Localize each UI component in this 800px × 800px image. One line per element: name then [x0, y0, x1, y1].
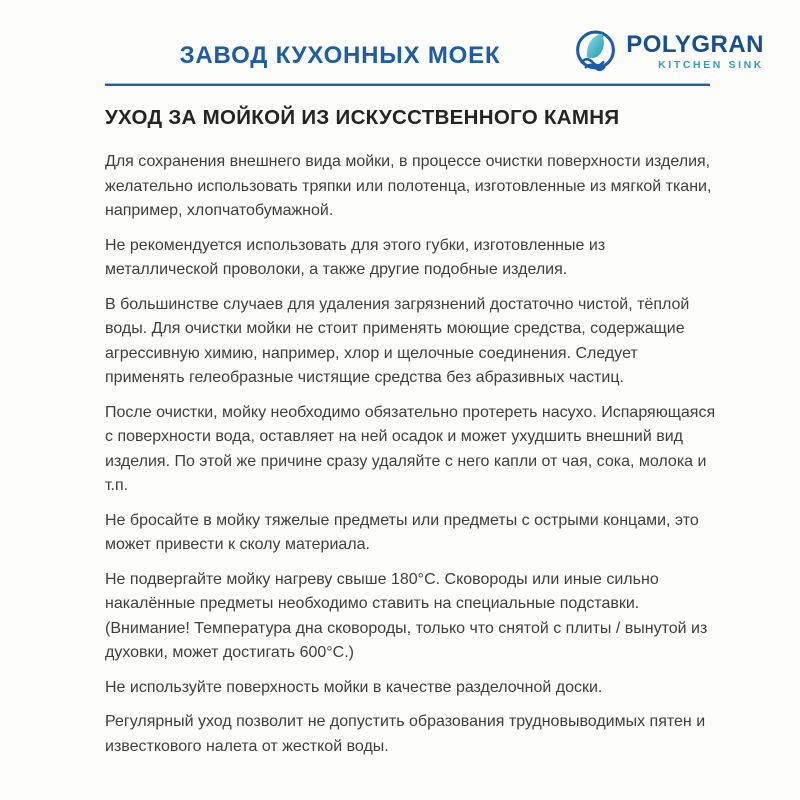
header-divider [105, 83, 710, 86]
page-header [0, 0, 800, 90]
care-paragraph: После очистки, мойку необходимо обязательно протереть насухо. Испаряющаяся с поверхности вода, оставляет на ней осадок и может ухудшить внешний вид изделия. По этой же причине сразу удаляйте с него капли от чая, сока, молока и т.п. [105, 403, 716, 494]
brand-logo [572, 28, 764, 75]
care-paragraph: Регулярный уход позволит не допустить образования трудновыводимых пятен и известкового налета от жесткой воды. [105, 713, 706, 755]
brand-logo-text [626, 32, 764, 70]
care-paragraph: В большинстве случаев для удаления загрязнений достаточно чистой, тёплой воды. Для очистки мойки не стоит применять моющие средства, содержащие агрессивную химию, например, хлор и щелочные соединения. Следует применять гелеобразные чистящие средства без абразивных частиц. [105, 295, 690, 386]
brand-name: POLYGRAN [626, 31, 764, 59]
care-paragraph: Не бросайте в мойку тяжелые предметы или предметы с острыми концами, это может привести к сколу материала. [105, 511, 699, 553]
care-paragraph: Для сохранения внешнего вида мойки, в процессе очистки поверхности изделия, желательно использовать тряпки или полотенца, изготовленные из мягкой ткани, например, хлопчатобумажной. [105, 153, 712, 219]
document-title: УХОД ЗА МОЙКОЙ ИЗ ИСКУССТВЕННОГО КАМНЯ [105, 106, 620, 129]
document-body [105, 106, 717, 769]
care-paragraph: Не рекомендуется использовать для этого губки, изготовленные из металлической проволоки, а также другие подобные изделия. [105, 236, 606, 278]
care-paragraph: Не подвергайте мойку нагреву свыше 180°С. Сковороды или иные сильно накалённые предметы необходимо ставить на специальные подставки. (Внимание! Температура дна сковороды, только что снятой с плиты / вынутой из духовки, может достигать 600°С.) [105, 570, 708, 661]
brand-tagline: KITCHEN SINK [658, 58, 764, 71]
sail-over-waves-icon [572, 28, 619, 75]
care-paragraph: Не используйте поверхность мойки в качестве разделочной доски. [105, 678, 603, 696]
factory-title: ЗАВОД КУХОННЫХ МОЕК [179, 42, 501, 69]
